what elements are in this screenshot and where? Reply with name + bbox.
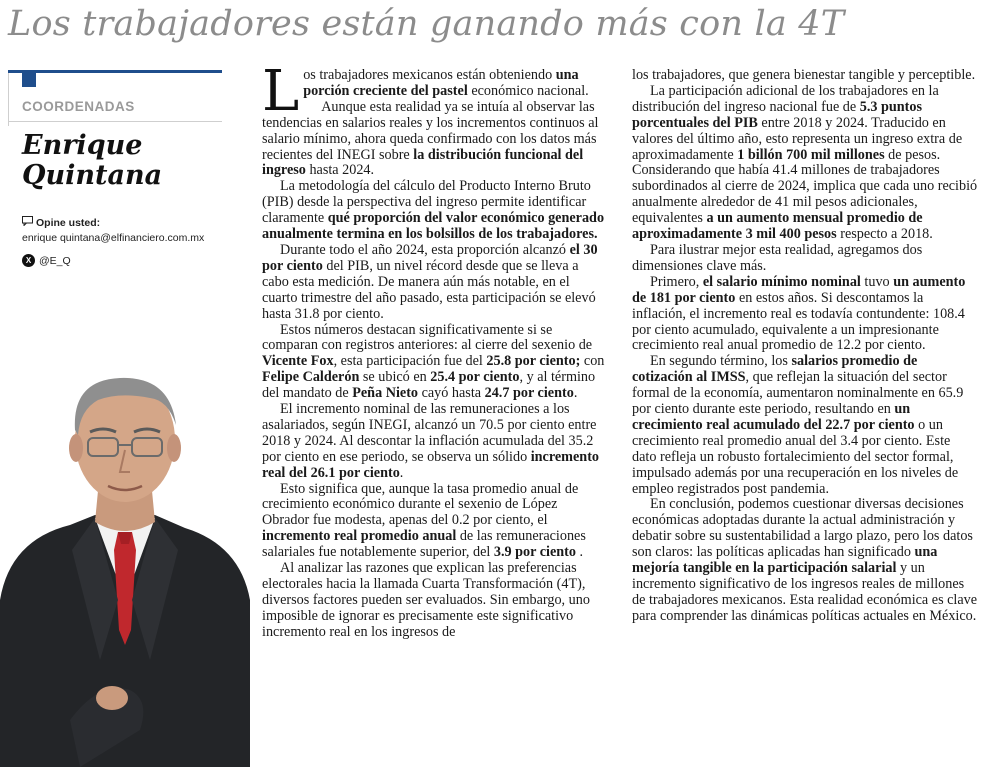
text-run: En segundo término, los — [650, 353, 792, 370]
bold-run: Vicente Fox — [262, 353, 334, 370]
bold-run: Peña Nieto — [352, 385, 419, 402]
dropcap: L — [262, 59, 300, 124]
opine-label: Opine usted: — [36, 216, 101, 229]
text-run: cayó hasta — [418, 385, 485, 402]
bold-run: la distribución funcional del ingreso — [262, 146, 584, 179]
article-paragraph — [632, 275, 978, 355]
article-paragraph — [262, 179, 608, 243]
text-run: Aunque esta realidad ya se intuía al observar las tendencias en salarios reales y los incrementos continuos al salario mínimo, ahora queda confirmado con los datos más recientes del INEGI sobre — [262, 98, 599, 163]
text-run: de pesos. Considerando que había 41.4 millones de trabajadores subordinados al cierre de 2024, implica que cada uno recibió anualmente alrededor de 41 mil pesos adicionales, equivalentes — [632, 146, 978, 227]
bold-run: qué proporción del valor económico generado anualmente termina en los bolsillos de los trabajadores. — [262, 210, 605, 243]
article-paragraph — [262, 323, 608, 403]
bold-run: 1 billón 700 mil millones — [737, 146, 885, 163]
bold-run: un crecimiento real acumulado del 22.7 por ciento — [632, 401, 915, 433]
text-run: . — [575, 544, 584, 561]
text-run: con — [580, 353, 605, 370]
text-run: tuvo — [860, 273, 894, 290]
column-section-label: COORDENADAS — [22, 99, 135, 114]
article-paragraph — [262, 59, 608, 124]
article-paragraph — [262, 243, 608, 323]
article-paragraph — [632, 497, 978, 624]
text-run: o un crecimiento real promedio anual del 3.4 por ciento. Este dato refleja un robusto fortalecimiento del sector formal, impulsado además por una recuperación en los niveles de empleo registrados post pandemia. — [632, 416, 959, 497]
headline: Los trabajadores están ganando más con la 4T — [8, 4, 845, 44]
social-handle: @E_Q — [39, 254, 71, 267]
text-run: Primero, — [650, 273, 703, 290]
bold-run: a un aumento mensual promedio de aproximadamente 3 mil 400 pesos — [632, 210, 923, 243]
text-run: Durante todo el año 2024, esta proporción alcanzó — [280, 241, 570, 258]
article-column-1 — [262, 59, 608, 641]
author-name: Enrique Quintana — [22, 130, 163, 191]
article-paragraph — [262, 402, 608, 482]
text-run: Estos números destacan significativamente si se comparan con registros anteriores: al cierre del sexenio de — [262, 321, 593, 354]
bold-run: el 30 por ciento — [262, 241, 598, 274]
bold-run: 25.4 por ciento — [430, 369, 520, 386]
article-paragraph — [262, 482, 608, 562]
bold-run: incremento real promedio anual — [262, 528, 457, 545]
bold-run: 24.7 por ciento — [484, 385, 574, 402]
bold-run: 5.3 puntos porcentuales del PIB — [632, 98, 923, 131]
article-paragraph — [262, 100, 608, 180]
text-run: hasta 2024. — [305, 162, 375, 179]
text-run: . — [573, 385, 578, 402]
text-run: Para ilustrar mejor esta realidad, agregamos dos dimensiones clave más. — [632, 241, 923, 274]
text-run: , y al término del mandato de — [262, 369, 596, 402]
text-run: La metodología del cálculo del Producto Interno Bruto (PIB) desde la perspectiva del ingreso permite identificar claramente — [262, 178, 591, 227]
column-frame — [8, 70, 9, 126]
text-run: El incremento nominal de las remuneraciones a los asalariados, según INEGI, alcanzó un 70.5 por ciento entre 2018 y 2024. Al descontar la inflación acumulada del 35.2 por ciento en ese periodo, se observa un sólido — [262, 401, 597, 465]
opine-line — [22, 216, 100, 229]
bold-run: el salario mínimo nominal — [702, 273, 861, 290]
author-email[interactable]: enrique quintana@elfinanciero.com.mx — [22, 232, 205, 244]
bold-run: salarios promedio de cotización al IMSS — [632, 353, 918, 386]
article-paragraph — [632, 354, 978, 497]
text-run: de las remuneraciones salariales fue notablemente superior, del — [262, 528, 586, 561]
author-social[interactable] — [22, 254, 71, 267]
author-photo — [0, 300, 250, 767]
section-tab — [22, 73, 36, 87]
text-run: os trabajadores mexicanos están obteniendo — [303, 67, 556, 83]
text-run: , que reflejan la situación del sector formal de la economía, aumentaron nominalmente en 65.9 por ciento durante este periodo, resultando en — [632, 369, 964, 418]
bold-run: 3.9 por ciento — [493, 544, 576, 561]
x-logo-icon: X — [22, 254, 35, 267]
text-run: En conclusión, podemos cuestionar diversas decisiones económicas adoptadas durante la actual administración y debatir sobre su sustentabilidad a largo plazo, pero los datos son claros: las políticas aplicadas han significado — [632, 496, 973, 561]
section-divider — [8, 121, 222, 122]
bold-run: Felipe Calderón — [262, 369, 360, 386]
article-column-2 — [632, 68, 978, 625]
bold-run: incremento real del 26.1 por ciento — [262, 448, 600, 481]
text-run: Al analizar las razones que explican las preferencias electorales hacia la llamada Cuarta Transformación (4T), diversos factores pueden ser evaluados. Sin embargo, uno imposible de ignorar es precisamente este significativo incremento real en los ingresos de — [262, 560, 590, 640]
text-run: respecto a 2018. — [836, 226, 933, 243]
text-run: Esto significa que, aunque la tasa promedio anual de crecimiento económico durante el sexenio de López Obrador fue modesta, apenas del 0.2 por ciento, el — [262, 480, 579, 529]
text-run: se ubicó en — [359, 369, 431, 386]
text-run: en estos años. Si descontamos la inflación, el incremento real es todavía contundente: 108.4 por ciento acumulado, equivalente a un impresionante crecimiento real anual promedio de 12.2 por ciento. — [632, 289, 965, 354]
bold-run: una mejoría tangible en la participación salarial — [632, 544, 938, 577]
bold-run: una porción creciente del pastel — [303, 67, 579, 99]
article-paragraph — [632, 84, 978, 243]
text-run: y un incremento significativo de los ingresos reales de millones de trabajadores mexicanos. Esta realidad económica es clave para comprender las dinámicas políticas actuales en México. — [632, 560, 978, 624]
text-run: los trabajadores, que genera bienestar tangible y perceptible. — [632, 67, 976, 83]
article-paragraph — [632, 68, 978, 84]
text-run: , esta participación fue del — [333, 353, 487, 370]
text-run: La participación adicional de los trabajadores en la distribución del ingreso nacional fue de — [632, 82, 939, 115]
bold-run: un aumento de 181 por ciento — [632, 273, 966, 306]
article-paragraph — [262, 561, 608, 641]
text-run: del PIB, un nivel récord desde que se lleva a cabo esta medición. De manera aún más notable, en el cuarto trimestre del año pasado, esta participación se elevó hasta 31.8 por ciento. — [262, 257, 596, 322]
bold-run: 25.8 por ciento; — [486, 353, 581, 370]
text-run: entre 2018 y 2024. Traducido en valores del último año, esto representa un ingreso extra de aproximadamente — [632, 114, 963, 163]
article-paragraph — [632, 243, 978, 275]
section-rule — [8, 70, 222, 73]
text-run: económico nacional. — [467, 82, 589, 99]
comment-icon — [22, 216, 33, 229]
text-run: . — [399, 464, 404, 481]
